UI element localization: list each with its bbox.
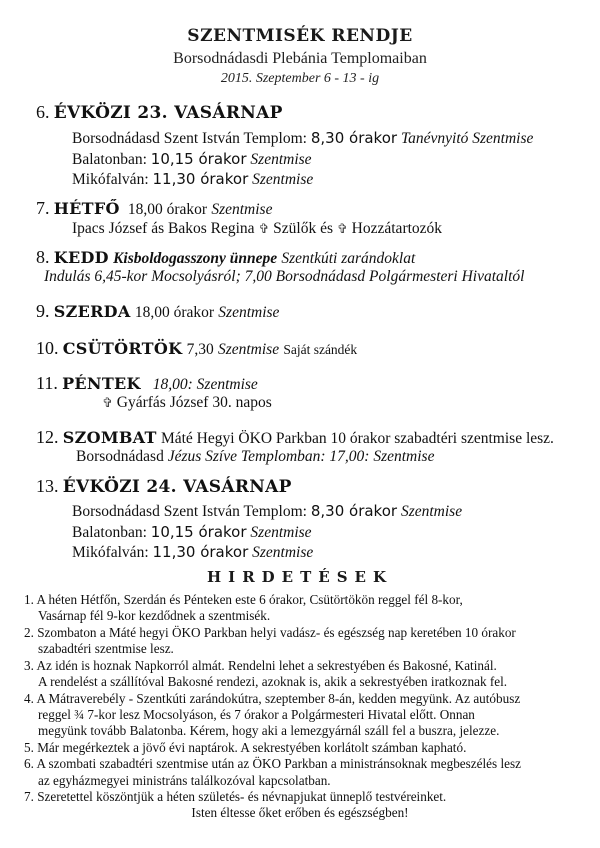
day-name: PÉNTEK (62, 374, 141, 393)
mass-time: 11,30 órakor (152, 170, 249, 188)
announcements-title: HIRDETÉSEK (207, 568, 393, 586)
day-name: CSÜTÖRTÖK (62, 339, 183, 358)
announcement-line: 7. Szeretettel köszöntjük a héten születés- és névnapjukat ünneplő testvéreinket. (24, 789, 447, 804)
announcement-line: A rendelést a szállítóval Bakosné rendezi, azoknak is, akik a sekrestyében iratkoznak fel. (38, 674, 508, 689)
mass-time: 8,30 órakor (310, 502, 398, 520)
evening-mass-line (76, 448, 434, 466)
pilgrimage-event: Szentkúti zarándoklat (281, 250, 416, 267)
mass-type: Szentmise (217, 341, 280, 358)
day-heading (36, 476, 292, 497)
day-name: ÉVKÖZI 23. VASÁRNAP (53, 103, 283, 123)
announcement-line: 1. A héten Hétfőn, Szerdán és Pénteken este 6 órakor, Csütörtökön reggel fél 8-kor, (24, 592, 463, 607)
intention-line (102, 394, 272, 412)
mass-time-type: 18,00: Szentmise (152, 376, 258, 393)
mass-detail: Jézus Szíve Templomban: 17,00: Szentmise (167, 448, 435, 465)
intention-line (72, 220, 442, 238)
mass-place: Balatonban: (72, 151, 151, 168)
mass-place: Borsodnádasd Szent István Templom: (72, 130, 311, 147)
day-name: ÉVKÖZI 24. VASÁRNAP (62, 477, 292, 497)
day-number: 13. (36, 476, 59, 496)
page-title: SZENTMISÉK RENDJE (187, 26, 413, 46)
mass-type: Szentmise (248, 544, 314, 561)
day-name: KEDD (53, 248, 109, 267)
announcement-line: reggel ¾ 7-kor lesz Mocsolyáson, és 7 órakor a Polgármesteri Hivatal előtt. Onnan (38, 707, 475, 722)
page-subtitle: Borsodnádasdi Plebánia Templomaiban (173, 50, 427, 67)
announcement-line: az egyházmegyei ministráns találkozóval kapcsolatban. (38, 773, 331, 788)
mass-line (72, 129, 533, 148)
mass-time: 7,30 (186, 341, 214, 358)
day-number: 11. (36, 373, 58, 393)
day-heading (36, 373, 258, 394)
mass-type: Szentmise (397, 503, 463, 520)
mass-intention: Saját szándék (283, 342, 358, 357)
mass-line (72, 170, 313, 189)
mass-time: 8,30 órakor (310, 129, 398, 147)
mass-line (72, 523, 312, 542)
mass-time: 18,00 órakor (134, 304, 215, 321)
day-number: 10. (36, 338, 59, 358)
intention-relatives: Hozzátartozók (351, 220, 443, 237)
mass-line (72, 502, 462, 521)
mass-line (72, 150, 312, 169)
mass-place: Mikófalván: (72, 544, 153, 561)
day-name: SZOMBAT (62, 428, 157, 447)
day-name: SZERDA (53, 302, 131, 321)
date-range: 2015. Szeptember 6 - 13 - ig (220, 71, 380, 86)
outdoor-mass-text: Máté Hegyi ÖKO Parkban 10 órakor szabadtéri szentmise lesz. (160, 430, 554, 447)
day-heading (36, 427, 554, 448)
announcement-line: 5. Már megérkeztek a jövő évi naptárok. A sekrestyében korlátolt számban kapható. (24, 740, 467, 755)
mass-type: Szentmise (246, 524, 312, 541)
mass-place: Balatonban: (72, 524, 151, 541)
mass-type: Szentmise (248, 171, 314, 188)
intention-name: Gyárfás József 30. napos (116, 394, 272, 411)
mass-place: Borsodnádasd (76, 448, 164, 465)
announcement-line: megyünk tovább Balatonba. Kérem, hogy aki a lemezgyárnál száll fel a buszra, jelezze. (38, 723, 500, 738)
closing-blessing: Isten éltesse őket erőben és egészségben! (191, 805, 409, 820)
day-number: 7. (36, 198, 50, 218)
mass-place: Mikófalván: (72, 171, 153, 188)
day-number: 6. (36, 102, 50, 122)
mass-place: Borsodnádasd Szent István Templom: (72, 503, 311, 520)
day-number: 9. (36, 301, 50, 321)
announcement-line: 3. Az idén is hoznak Napkorról almát. Rendelni lehet a sekrestyében és Bakosné, Katinál. (24, 658, 497, 673)
cross-icon: ✞ (336, 222, 348, 237)
day-heading (36, 102, 283, 123)
mass-time: 10,15 órakor (150, 150, 247, 168)
announcement-line: 4. A Mátraverebély - Szentkúti zarándokútra, szeptember 8-án, kedden megyünk. Az autóbusz (24, 691, 521, 706)
cross-icon: ✞ (258, 222, 270, 237)
announcement-line: szabadtéri szentmise lesz. (38, 641, 174, 656)
day-number: 8. (36, 247, 50, 267)
mass-time: 10,15 órakor (150, 523, 247, 541)
mass-type: Szentmise (246, 151, 312, 168)
mass-time: 18,00 órakor (127, 201, 208, 218)
intention-parents: Szülők és (273, 220, 334, 237)
intention-names: Ipacs József ás Bakos Regina (72, 220, 255, 237)
mass-type: Szentmise (218, 304, 280, 321)
day-heading (36, 301, 279, 322)
announcement-line: 2. Szombaton a Máté hegyi ÖKO Parkban helyi vadász- és egészség nap keretében 10 órakor (24, 625, 516, 640)
mass-time: 11,30 órakor (152, 543, 249, 561)
mass-line (72, 543, 313, 562)
day-heading (36, 198, 272, 219)
feast-name: Kisboldogasszony ünnepe (113, 250, 278, 267)
announcement-line: 6. A szombati szabadtéri szentmise után az ÖKO Parkban a ministránsoknak megbeszélés lesz (24, 756, 521, 771)
departure-detail: Indulás 6,45-kor Mocsolyásról; 7,00 Borsodnádasd Polgármesteri Hivataltól (44, 268, 525, 285)
day-name: HÉTFŐ (53, 199, 120, 218)
mass-type: Szentmise (211, 201, 273, 218)
day-number: 12. (36, 427, 59, 447)
announcement-line: Vasárnap fél 9-kor kezdődnek a szentmisék. (38, 608, 271, 623)
cross-icon: ✞ (102, 396, 113, 411)
day-heading (36, 247, 415, 268)
day-heading (36, 338, 357, 359)
mass-type: Tanévnyitó Szentmise (397, 130, 534, 147)
